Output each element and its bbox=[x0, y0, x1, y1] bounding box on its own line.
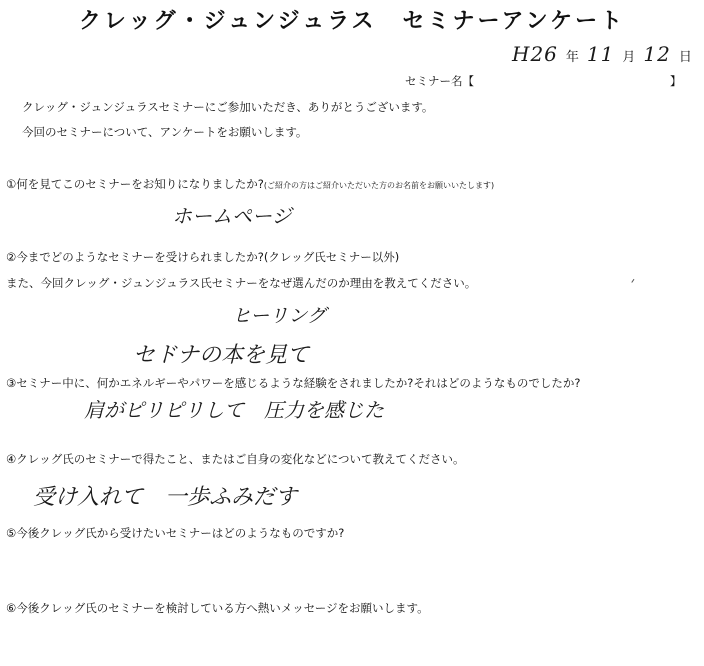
survey-title bbox=[0, 4, 704, 35]
answer-2b: セドナの本を見て bbox=[133, 343, 310, 368]
seminar-name-close: 】 bbox=[670, 74, 682, 88]
answer-4: 受け入れて 一歩ふみだす bbox=[33, 485, 298, 510]
answer-1: ホームページ bbox=[172, 204, 292, 228]
stray-mark bbox=[631, 279, 637, 285]
date-day-unit: 日 bbox=[678, 50, 692, 65]
question-2-sub: また、今回クレッグ・ジュンジュラス氏セミナーをなぜ選んだのか理由を教えてください。 bbox=[6, 276, 477, 290]
date-era-year: H26 bbox=[512, 42, 558, 66]
intro-line-2: 今回のセミナーについて、アンケートをお願いします。 bbox=[22, 125, 308, 139]
date-month-unit: 月 bbox=[622, 50, 636, 65]
date-field bbox=[512, 42, 700, 66]
title-name: クレッグ・ジュンジュラス bbox=[78, 9, 377, 34]
seminar-name-label: セミナー名【 bbox=[405, 74, 474, 88]
question-6: ⑥今後クレッグ氏のセミナーを検討している方へ熱いメッセージをお願いします。 bbox=[6, 601, 429, 615]
date-day: 12 bbox=[643, 42, 671, 66]
question-1 bbox=[6, 176, 494, 192]
question-4: ④クレッグ氏のセミナーで得たこと、またはご自身の変化などについて教えてください。 bbox=[6, 452, 465, 466]
date-month: 11 bbox=[586, 42, 615, 66]
question-5: ⑤今後クレッグ氏から受けたいセミナーはどのようなものですか? bbox=[6, 526, 345, 540]
question-1-text: ①何を見てこのセミナーをお知りになりましたか? bbox=[6, 177, 264, 191]
title-survey: セミナーアンケート bbox=[402, 9, 626, 34]
question-1-note: (ご紹介の方はご紹介いただいた方のお名前をお願いいたします) bbox=[263, 181, 495, 190]
question-3: ③セミナー中に、何かエネルギーやパワーを感じるような経験をされましたか?それはどのようなものでしたか? bbox=[6, 376, 581, 390]
date-year-unit: 年 bbox=[565, 50, 579, 65]
intro-line-1: クレッグ・ジュンジュラスセミナーにご参加いただき、ありがとうございます。 bbox=[22, 100, 434, 114]
question-2: ②今までどのようなセミナーを受けられましたか?(クレッグ氏セミナー以外) bbox=[6, 250, 400, 264]
answer-3: 肩がピリピリして 圧力を感じた bbox=[84, 398, 384, 422]
seminar-name-field bbox=[405, 73, 682, 89]
answer-2a: ヒーリング bbox=[232, 305, 326, 327]
